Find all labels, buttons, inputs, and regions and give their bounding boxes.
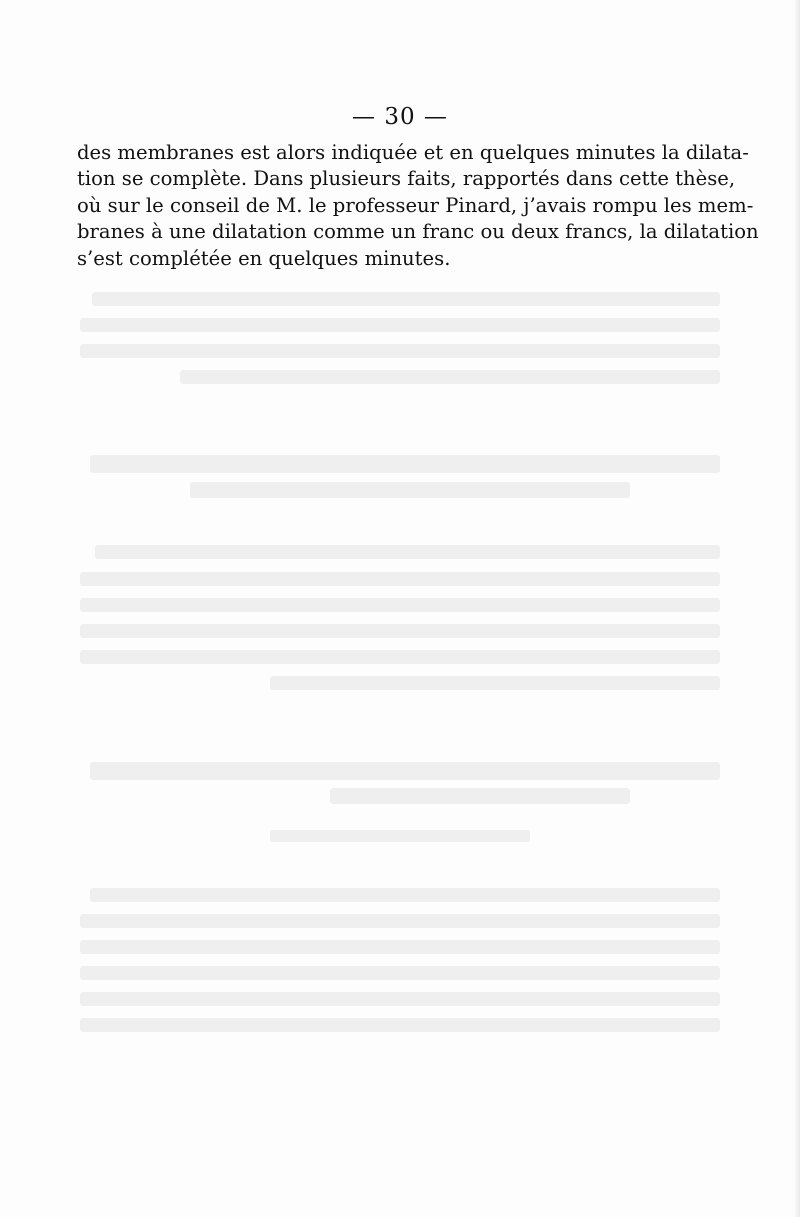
text-line: s’est complétée en quelques minutes. bbox=[77, 246, 451, 270]
page-number: — 30 — bbox=[352, 104, 448, 130]
text-line: où sur le conseil de M. le professeur Pinard, j’avais rompu les mem- bbox=[77, 193, 754, 217]
text-line: tion se complète. Dans plusieurs faits, rapportés dans cette thèse, bbox=[77, 167, 736, 191]
body-paragraph bbox=[77, 140, 759, 272]
page-edge-shadow bbox=[794, 0, 800, 1217]
text-line: branes à une dilatation comme un franc ou deux francs, la dilatation bbox=[77, 220, 759, 244]
text-line: des membranes est alors indiquée et en quelques minutes la dilata- bbox=[77, 141, 749, 164]
